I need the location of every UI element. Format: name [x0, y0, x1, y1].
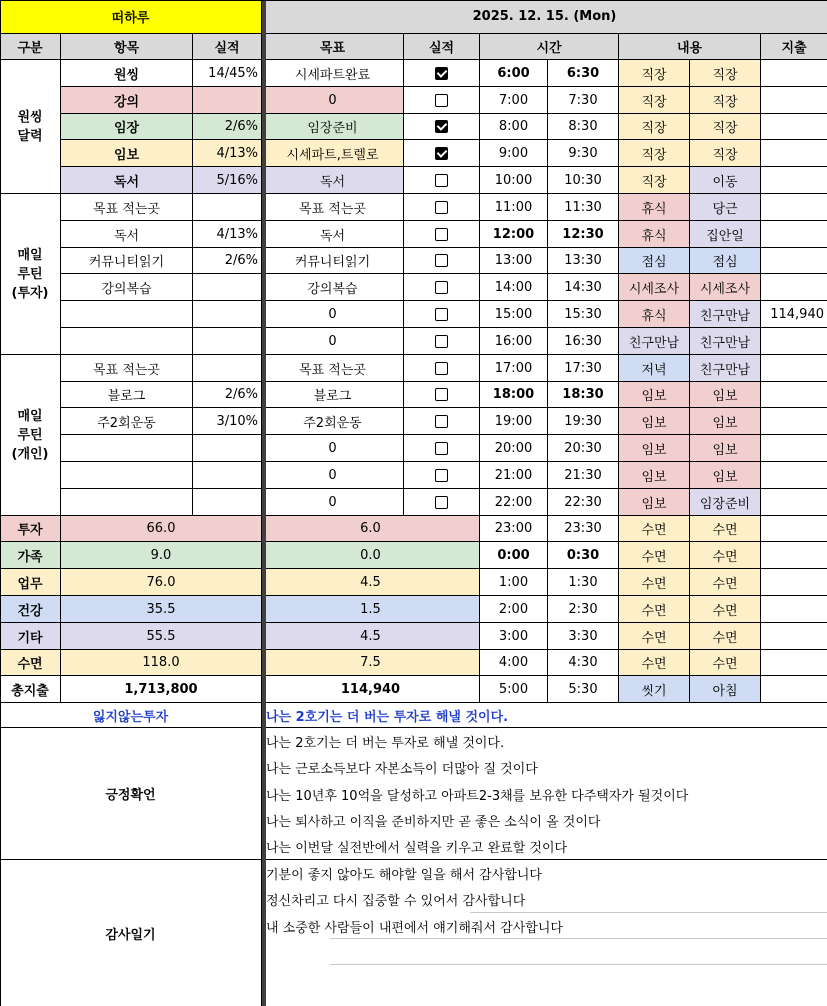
check-cell: [404, 60, 480, 87]
actual-cell: 4/13%: [193, 221, 262, 248]
time-end: 7:30: [548, 87, 619, 114]
actual-cell: [193, 274, 262, 301]
time-end: 21:30: [548, 462, 619, 489]
time-start: 17:00: [480, 355, 548, 382]
time-start: 4:00: [480, 650, 548, 676]
item-cell: 블로그: [61, 382, 193, 408]
content-cell: 점심: [690, 248, 761, 274]
checkbox-unchecked[interactable]: [435, 254, 448, 267]
time-end: 3:30: [548, 623, 619, 650]
content-cell: 저녁: [619, 355, 690, 382]
content-cell: 임보: [690, 382, 761, 408]
time-end: 4:30: [548, 650, 619, 676]
summary-category: 기타: [0, 623, 61, 650]
item-cell: 독서: [61, 167, 193, 194]
checkbox-checked[interactable]: [435, 67, 448, 80]
time-start: 20:00: [480, 435, 548, 462]
item-cell: 목표 적는곳: [61, 355, 193, 382]
column-header: 목표: [262, 34, 404, 60]
section-label: 매일 루틴 (투자): [0, 194, 61, 355]
checkbox-unchecked[interactable]: [435, 174, 448, 187]
expense-cell: [761, 60, 827, 87]
item-cell: [61, 301, 193, 328]
checkbox-unchecked[interactable]: [435, 496, 448, 509]
item-cell: 강의: [61, 87, 193, 114]
column-header: 지출: [761, 34, 827, 60]
expense-cell: [761, 435, 827, 462]
expense-cell: [761, 516, 827, 542]
time-end: 6:30: [548, 60, 619, 87]
time-start: 6:00: [480, 60, 548, 87]
content-cell: 임보: [619, 462, 690, 489]
date-header: 2025. 12. 15. (Mon): [262, 0, 827, 34]
content-cell: 수면: [690, 569, 761, 596]
gratitude-line: 정신차리고 다시 집중할 수 있어서 감사합니다: [266, 894, 526, 909]
check-cell: [404, 382, 480, 408]
expense-cell: [761, 542, 827, 569]
checkbox-checked[interactable]: [435, 147, 448, 160]
time-end: 16:30: [548, 328, 619, 355]
expense-cell: 114,940: [761, 301, 827, 328]
item-cell: [61, 462, 193, 489]
check-cell: [404, 248, 480, 274]
summary-category: 총지출: [0, 676, 61, 703]
content-cell: 친구만남: [690, 355, 761, 382]
expense-cell: [761, 462, 827, 489]
content-cell: 수면: [619, 650, 690, 676]
time-start: 7:00: [480, 87, 548, 114]
summary-category: 건강: [0, 596, 61, 623]
checkbox-unchecked[interactable]: [435, 281, 448, 294]
expense-cell: [761, 140, 827, 167]
content-cell: 점심: [619, 248, 690, 274]
gratitude-line: 내 소중한 사람들이 내편에서 얘기해줘서 감사합니다: [266, 920, 563, 936]
time-end: 12:30: [548, 221, 619, 248]
time-end: 9:30: [548, 140, 619, 167]
affirmation-label: 긍정확언: [0, 728, 262, 860]
time-end: 8:30: [548, 114, 619, 140]
actual-cell: 2/6%: [193, 382, 262, 408]
actual-cell: [193, 435, 262, 462]
expense-cell: [761, 167, 827, 194]
actual-cell: [193, 328, 262, 355]
column-header: 실적: [193, 34, 262, 60]
goal-cell: 0: [262, 462, 404, 489]
column-header: 항목: [61, 34, 193, 60]
checkbox-unchecked[interactable]: [435, 94, 448, 107]
expense-cell: [761, 221, 827, 248]
goal-cell: 목표 적는곳: [262, 194, 404, 221]
content-cell: 수면: [690, 623, 761, 650]
check-cell: [404, 462, 480, 489]
content-cell: 시세조사: [619, 274, 690, 301]
expense-cell: [761, 328, 827, 355]
time-start: 5:00: [480, 676, 548, 703]
content-cell: 임보: [619, 382, 690, 408]
check-cell: [404, 87, 480, 114]
left-title: 떠하루: [0, 0, 262, 34]
affirmation-line: 나는 근로소득보다 자본소득이 더많아 질 것이다: [266, 762, 538, 777]
content-cell: 직장: [619, 87, 690, 114]
time-start: 1:00: [480, 569, 548, 596]
time-end: 11:30: [548, 194, 619, 221]
summary-total: 9.0: [61, 542, 262, 569]
summary-goal: 1.5: [262, 596, 480, 623]
summary-total: 76.0: [61, 569, 262, 596]
time-start: 21:00: [480, 462, 548, 489]
affirmation-line: 나는 2호기는 더 버는 투자로 해낼 것이다.: [266, 735, 505, 751]
summary-goal: 114,940: [262, 676, 480, 703]
time-start: 11:00: [480, 194, 548, 221]
time-end: 2:30: [548, 596, 619, 623]
check-cell: [404, 408, 480, 435]
time-start: 15:00: [480, 301, 548, 328]
content-cell: 수면: [690, 650, 761, 676]
summary-total: 118.0: [61, 650, 262, 676]
content-cell: 직장: [690, 60, 761, 87]
time-end: 23:30: [548, 516, 619, 542]
section-label: 매일 루틴 (개인): [0, 355, 61, 516]
actual-cell: 5/16%: [193, 167, 262, 194]
expense-cell: [761, 355, 827, 382]
time-end: 15:30: [548, 301, 619, 328]
expense-cell: [761, 408, 827, 435]
time-end: 14:30: [548, 274, 619, 301]
content-cell: 시세조사: [690, 274, 761, 301]
expense-cell: [761, 489, 827, 516]
expense-cell: [761, 623, 827, 650]
content-cell: 직장: [690, 140, 761, 167]
time-end: 18:30: [548, 382, 619, 408]
column-header: 내용: [619, 34, 761, 60]
content-cell: 직장: [619, 114, 690, 140]
check-cell: [404, 355, 480, 382]
expense-cell: [761, 569, 827, 596]
time-start: 18:00: [480, 382, 548, 408]
content-cell: 임보: [690, 408, 761, 435]
goal-cell: 0: [262, 435, 404, 462]
check-cell: [404, 221, 480, 248]
affirmation-line: 나는 퇴사하고 이직을 준비하지만 곧 좋은 소식이 올 것이다: [266, 815, 601, 830]
item-cell: 원씽: [61, 60, 193, 87]
section-label: 원씽 달력: [0, 60, 61, 194]
checkbox-unchecked[interactable]: [435, 201, 448, 214]
expense-cell: [761, 87, 827, 114]
goal-cell: 시세파트,트렐로: [262, 140, 404, 167]
content-cell: 임보: [690, 462, 761, 489]
time-start: 9:00: [480, 140, 548, 167]
summary-goal: 6.0: [262, 516, 480, 542]
gratitude-line: 기분이 좋지 않아도 해야할 일을 해서 감사합니다: [266, 867, 542, 883]
goal-cell: 0: [262, 301, 404, 328]
time-start: 16:00: [480, 328, 548, 355]
check-cell: [404, 435, 480, 462]
time-end: 19:30: [548, 408, 619, 435]
content-cell: 수면: [619, 516, 690, 542]
actual-cell: [193, 194, 262, 221]
content-cell: 수면: [619, 596, 690, 623]
content-cell: 수면: [619, 623, 690, 650]
check-cell: [404, 140, 480, 167]
item-cell: 독서: [61, 221, 193, 248]
item-cell: [61, 435, 193, 462]
content-cell: 임보: [619, 489, 690, 516]
summary-category: 업무: [0, 569, 61, 596]
time-start: 0:00: [480, 542, 548, 569]
content-cell: 수면: [619, 542, 690, 569]
content-cell: 임보: [619, 408, 690, 435]
item-cell: 강의복습: [61, 274, 193, 301]
content-cell: 직장: [690, 87, 761, 114]
goal-cell: 커뮤니티읽기: [262, 248, 404, 274]
goal-cell: 목표 적는곳: [262, 355, 404, 382]
goal-cell: 주2회운동: [262, 408, 404, 435]
actual-cell: 2/6%: [193, 248, 262, 274]
goal-cell: 0: [262, 87, 404, 114]
item-cell: 임장: [61, 114, 193, 140]
content-cell: 수면: [690, 542, 761, 569]
actual-cell: 14/45%: [193, 60, 262, 87]
check-cell: [404, 301, 480, 328]
item-cell: 주2회운동: [61, 408, 193, 435]
check-cell: [404, 167, 480, 194]
time-end: 20:30: [548, 435, 619, 462]
section-divider: [262, 0, 266, 1006]
check-cell: [404, 328, 480, 355]
check-cell: [404, 274, 480, 301]
time-start: 8:00: [480, 114, 548, 140]
content-cell: 휴식: [619, 301, 690, 328]
summary-goal: 0.0: [262, 542, 480, 569]
goal-cell: 독서: [262, 221, 404, 248]
time-end: 5:30: [548, 676, 619, 703]
content-cell: 수면: [690, 516, 761, 542]
content-cell: 직장: [690, 114, 761, 140]
checkbox-unchecked[interactable]: [435, 335, 448, 348]
time-start: 10:00: [480, 167, 548, 194]
content-cell: 수면: [690, 596, 761, 623]
content-cell: 친구만남: [690, 301, 761, 328]
summary-total: 1,713,800: [61, 676, 262, 703]
content-cell: 임보: [619, 435, 690, 462]
top-border: [0, 0, 827, 1]
actual-cell: 3/10%: [193, 408, 262, 435]
content-cell: 아침: [690, 676, 761, 703]
time-end: 22:30: [548, 489, 619, 516]
goal-cell: 0: [262, 328, 404, 355]
affirmation-line: 나는 이번달 실전반에서 실력을 키우고 완료할 것이다: [262, 834, 827, 860]
item-cell: 커뮤니티읽기: [61, 248, 193, 274]
check-cell: [404, 489, 480, 516]
gratitude-label: 감사일기: [0, 860, 262, 1006]
time-start: 3:00: [480, 623, 548, 650]
content-cell: 집안일: [690, 221, 761, 248]
content-cell: 이동: [690, 167, 761, 194]
actual-cell: [193, 462, 262, 489]
actual-cell: 4/13%: [193, 140, 262, 167]
goal-cell: 임장준비: [262, 114, 404, 140]
item-cell: [61, 328, 193, 355]
time-end: 0:30: [548, 542, 619, 569]
expense-cell: [761, 114, 827, 140]
time-end: 10:30: [548, 167, 619, 194]
expense-cell: [761, 650, 827, 676]
actual-cell: [193, 355, 262, 382]
left-border: [0, 0, 1, 1006]
checkbox-unchecked[interactable]: [435, 442, 448, 455]
check-cell: [404, 194, 480, 221]
content-cell: 당근: [690, 194, 761, 221]
actual-cell: 2/6%: [193, 114, 262, 140]
summary-goal: 4.5: [262, 623, 480, 650]
expense-cell: [761, 274, 827, 301]
content-cell: 친구만남: [690, 328, 761, 355]
column-header: 구분: [0, 34, 61, 60]
actual-cell: [193, 301, 262, 328]
goal-cell: 0: [262, 489, 404, 516]
time-start: 2:00: [480, 596, 548, 623]
column-header: 실적: [404, 34, 480, 60]
summary-category: 투자: [0, 516, 61, 542]
content-cell: 휴식: [619, 194, 690, 221]
expense-cell: [761, 194, 827, 221]
gratitude-rule: [330, 964, 827, 965]
goal-cell: 블로그: [262, 382, 404, 408]
checkbox-unchecked[interactable]: [435, 308, 448, 321]
checkbox-unchecked[interactable]: [435, 228, 448, 241]
expense-cell: [761, 248, 827, 274]
content-cell: 씻기: [619, 676, 690, 703]
expense-cell: [761, 676, 827, 703]
summary-category: 가족: [0, 542, 61, 569]
item-cell: 임보: [61, 140, 193, 167]
time-start: 12:00: [480, 221, 548, 248]
time-start: 14:00: [480, 274, 548, 301]
goal-cell: 시세파트완료: [262, 60, 404, 87]
item-cell: 목표 적는곳: [61, 194, 193, 221]
affirmation-line: 나는 10년후 10억을 달성하고 아파트2-3채를 보유한 다주택자가 될것이다: [266, 788, 689, 804]
gratitude-rule: [470, 912, 827, 913]
content-cell: 직장: [619, 60, 690, 87]
time-end: 1:30: [548, 569, 619, 596]
summary-category: 수면: [0, 650, 61, 676]
time-start: 22:00: [480, 489, 548, 516]
checkbox-checked[interactable]: [435, 120, 448, 133]
expense-cell: [761, 382, 827, 408]
content-cell: 친구만남: [619, 328, 690, 355]
item-cell: [61, 489, 193, 516]
content-cell: 직장: [619, 167, 690, 194]
content-cell: 휴식: [619, 221, 690, 248]
checkbox-unchecked[interactable]: [435, 388, 448, 401]
summary-goal: 4.5: [262, 569, 480, 596]
checkbox-unchecked[interactable]: [435, 469, 448, 482]
checkbox-unchecked[interactable]: [435, 362, 448, 375]
gratitude-rule: [330, 938, 827, 939]
actual-cell: [193, 87, 262, 114]
checkbox-unchecked[interactable]: [435, 415, 448, 428]
motto-text: 나는 2호기는 더 버는 투자로 해낼 것이다.: [262, 703, 827, 728]
content-cell: 직장: [619, 140, 690, 167]
column-header: 시간: [480, 34, 619, 60]
content-cell: 임보: [690, 435, 761, 462]
summary-total: 55.5: [61, 623, 262, 650]
time-start: 13:00: [480, 248, 548, 274]
expense-cell: [761, 596, 827, 623]
time-end: 13:30: [548, 248, 619, 274]
motto-label: 잃지않는투자: [0, 703, 262, 728]
time-end: 17:30: [548, 355, 619, 382]
check-cell: [404, 114, 480, 140]
content-cell: 수면: [619, 569, 690, 596]
goal-cell: 독서: [262, 167, 404, 194]
actual-cell: [193, 489, 262, 516]
time-start: 19:00: [480, 408, 548, 435]
time-start: 23:00: [480, 516, 548, 542]
summary-total: 35.5: [61, 596, 262, 623]
summary-goal: 7.5: [262, 650, 480, 676]
summary-total: 66.0: [61, 516, 262, 542]
content-cell: 임장준비: [690, 489, 761, 516]
goal-cell: 강의복습: [262, 274, 404, 301]
